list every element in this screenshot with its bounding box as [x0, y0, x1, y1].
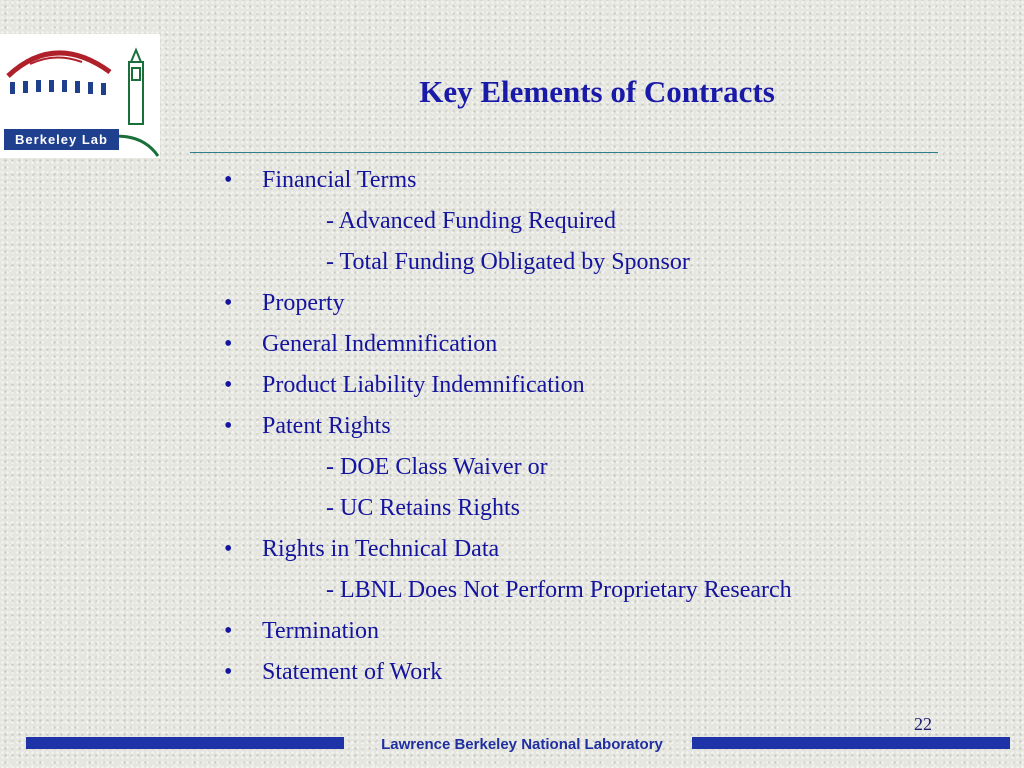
footer-text: Lawrence Berkeley National Laboratory	[381, 736, 663, 753]
bullet-text: - Total Funding Obligated by Sponsor	[326, 249, 690, 275]
bullet-marker: •	[224, 413, 233, 439]
footer-bar-right	[692, 737, 1010, 749]
bullet-text: - DOE Class Waiver or	[326, 454, 548, 480]
page-number: 22	[914, 714, 932, 734]
bullet-text: Rights in Technical Data	[262, 536, 500, 562]
bullet-text: Product Liability Indemnification	[262, 372, 585, 398]
bullet-text: - Advanced Funding Required	[326, 208, 616, 234]
bullet-text: Financial Terms	[262, 167, 417, 193]
bullet-item	[224, 652, 792, 693]
bullet-marker: •	[224, 536, 233, 562]
bullet-item	[224, 160, 792, 201]
sub-bullet-item	[224, 570, 792, 611]
bullet-text: Patent Rights	[262, 413, 391, 439]
bullet-text: Termination	[262, 618, 379, 644]
bullet-marker: •	[224, 618, 233, 644]
sub-bullet-item	[224, 488, 792, 529]
sub-bullet-item	[224, 447, 792, 488]
berkeley-lab-logo	[0, 34, 160, 158]
logo-wordmark: Berkeley Lab	[4, 129, 119, 150]
bullet-item	[224, 283, 792, 324]
title-divider	[190, 152, 938, 153]
bullet-item	[224, 611, 792, 652]
sub-bullet-item	[224, 242, 792, 283]
bullet-item	[224, 529, 792, 570]
bullet-text: - LBNL Does Not Perform Proprietary Research	[326, 577, 792, 603]
bullet-text: - UC Retains Rights	[326, 495, 521, 521]
bullet-text: Property	[262, 290, 345, 316]
bullet-marker: •	[224, 290, 233, 316]
bullet-list	[224, 160, 792, 693]
footer-bar-left	[26, 737, 344, 749]
bullet-marker: •	[224, 659, 233, 685]
bullet-marker: •	[224, 331, 233, 357]
sub-bullet-item	[224, 201, 792, 242]
bullet-item	[224, 365, 792, 406]
bullet-item	[224, 406, 792, 447]
bullet-item	[224, 324, 792, 365]
slide-title: Key Elements of Contracts	[419, 74, 775, 109]
bullet-text: Statement of Work	[262, 659, 443, 685]
bullet-marker: •	[224, 167, 233, 193]
bullet-marker: •	[224, 372, 233, 398]
bullet-text: General Indemnification	[262, 331, 498, 357]
